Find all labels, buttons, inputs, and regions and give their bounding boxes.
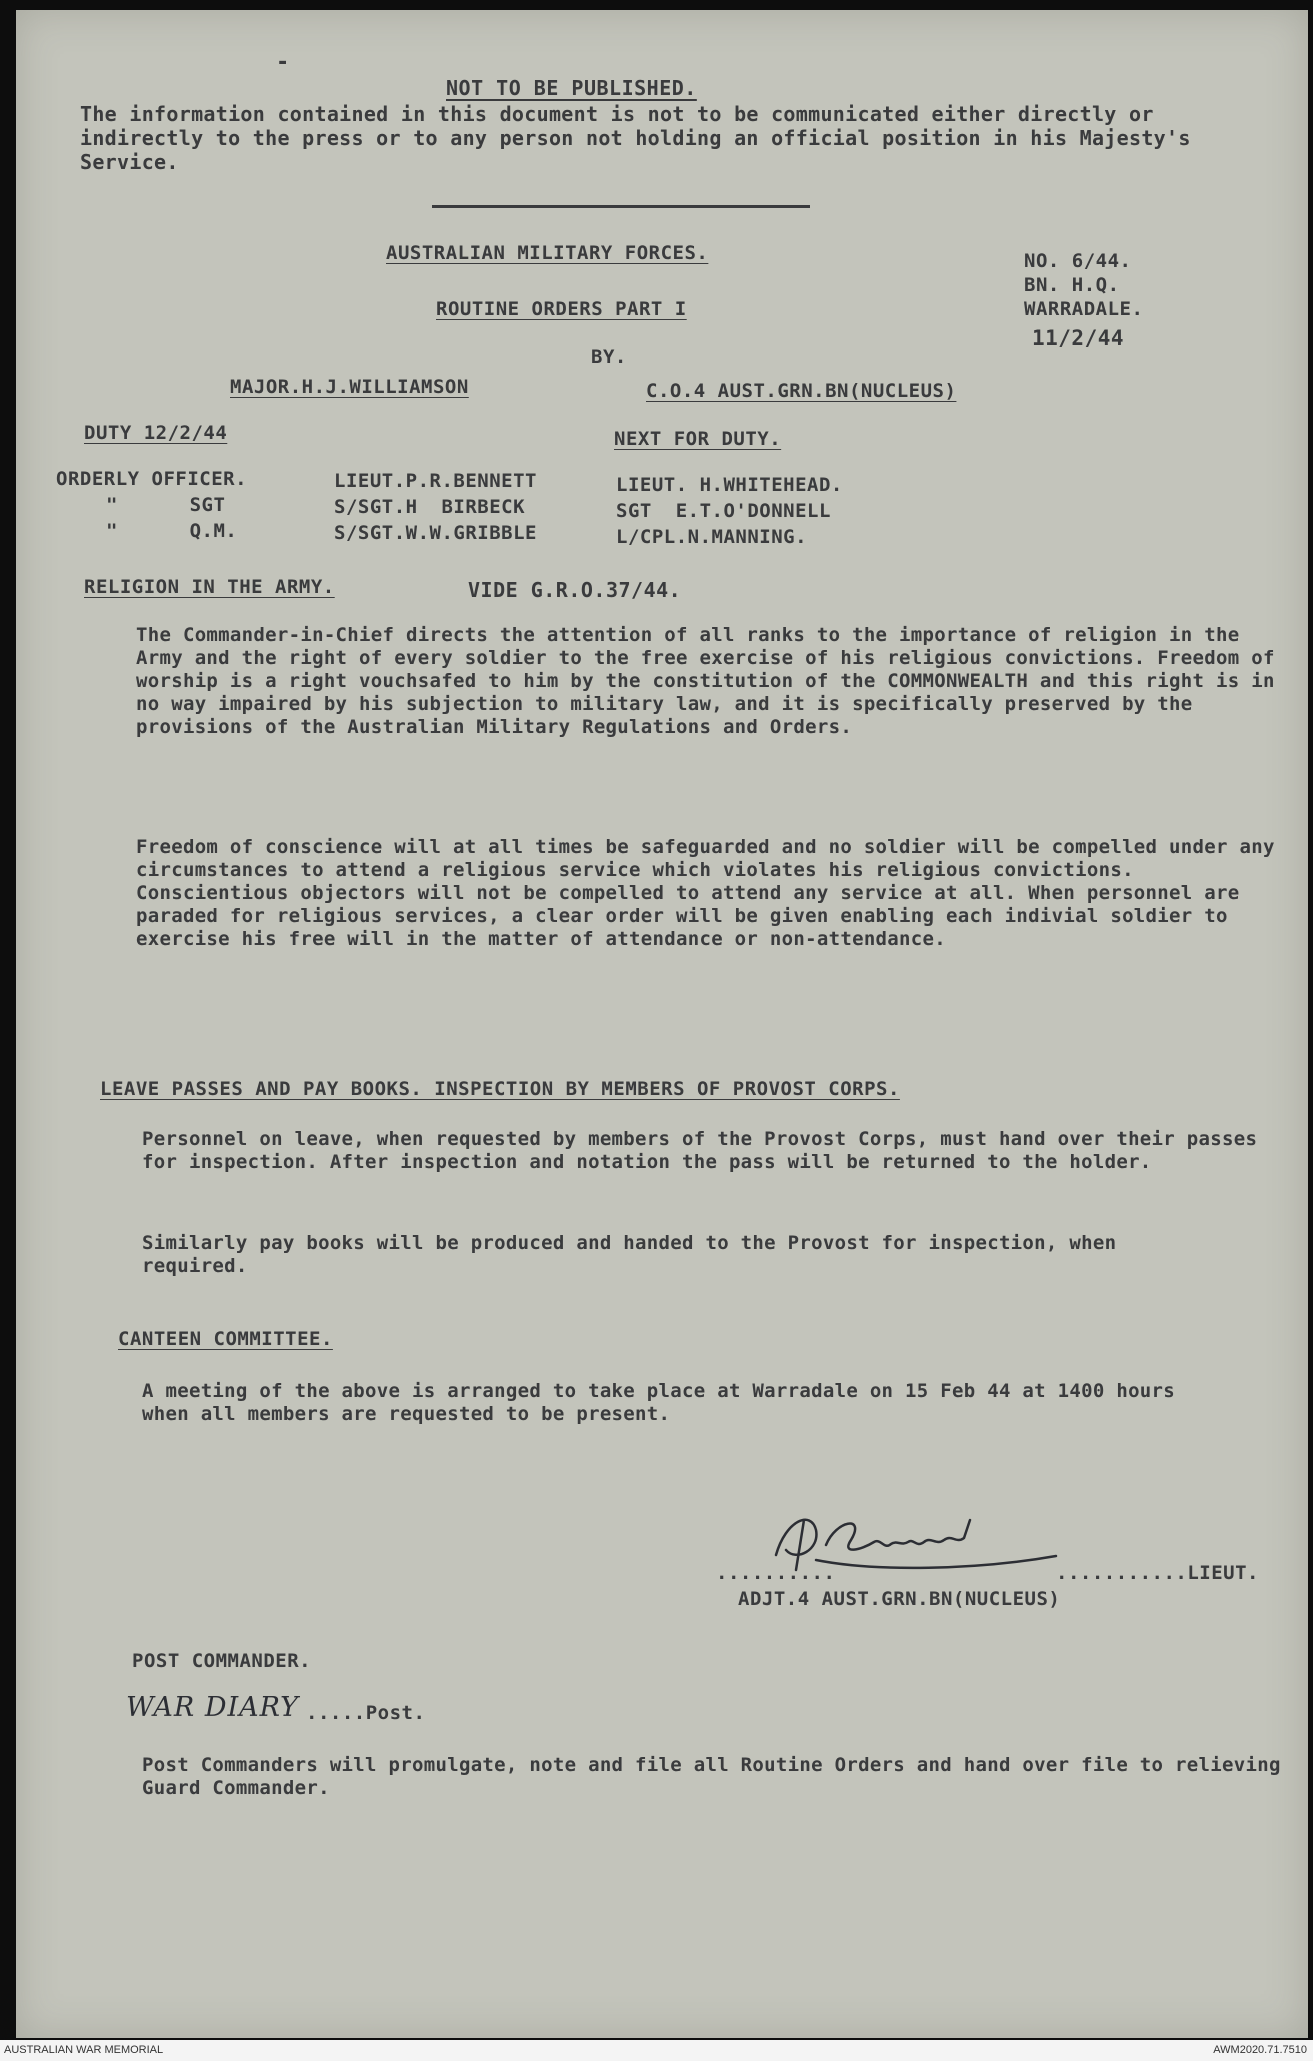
- duty-next: SGT E.T.O'DONNELL: [616, 500, 831, 522]
- location: WARRADALE.: [1024, 298, 1144, 320]
- signature-rank: ...........LIEUT.: [1056, 1562, 1259, 1584]
- post-suffix: .....Post.: [306, 1702, 426, 1724]
- duty-current: S/SGT.H BIRBECK: [334, 496, 526, 518]
- by-label: BY.: [591, 346, 627, 368]
- header-divider: [432, 205, 810, 208]
- order-number: NO. 6/44.: [1024, 250, 1132, 272]
- archive-reference: AWM2020.71.7510: [1213, 2044, 1307, 2056]
- duty-role: " Q.M.: [106, 520, 238, 542]
- routine-orders-heading: ROUTINE ORDERS PART I: [436, 298, 687, 320]
- archive-footer: [0, 2040, 1313, 2061]
- not-to-be-published-title: NOT TO BE PUBLISHED.: [446, 76, 697, 100]
- duty-role: ORDERLY OFFICER.: [56, 468, 248, 490]
- confidentiality-notice: The information contained in this document is not to be communicated either directly or indirectly to the press or to any person not holding an official position in his Majesty's Service.: [80, 102, 1191, 174]
- religion-paragraph-1: The Commander-in-Chief directs the attention of all ranks to the importance of religion in the Army and the right of every soldier to the free exercise of his religious convictions. Freedom of worship is a right vouchsafed to him by the constitution of the COMMONWEALTH and this right is in no way impaired by his subjection to military law, and it is specifically preserved by the provisions of the Australian Military Regulations and Orders.: [136, 624, 1275, 738]
- duty-role: " SGT: [106, 494, 226, 516]
- religion-paragraph-2: Freedom of conscience will at all times be safeguarded and no soldier will be compelled under any circumstances to attend a religious service which violates his religious convictions. Conscientious objectors will not be compelled to attend any service at all. When personnel are paraded for religious services, a clear order will be given enabling each indivial soldier to exercise his free will in the matter of attendance or non-attendance.: [136, 836, 1275, 950]
- canteen-paragraph-1: A meeting of the above is arranged to take place at Warradale on 15 Feb 44 at 1400 hours when all members are requested to be present.: [142, 1380, 1176, 1425]
- order-date: 11/2/44: [1032, 326, 1125, 350]
- duty-label: DUTY 12/2/44: [84, 422, 228, 444]
- adjutant-title: ADJT.4 AUST.GRN.BN(NUCLEUS): [738, 1588, 1061, 1610]
- duty-next: LIEUT. H.WHITEHEAD.: [616, 474, 843, 496]
- duty-current: S/SGT.W.W.GRIBBLE: [334, 522, 537, 544]
- leave-paragraph-2: Similarly pay books will be produced and handed to the Provost for inspection, when required.: [142, 1232, 1117, 1277]
- leave-section-title: LEAVE PASSES AND PAY BOOKS. INSPECTION BY MEMBERS OF PROVOST CORPS.: [100, 1078, 900, 1100]
- commanding-unit: C.O.4 AUST.GRN.BN(NUCLEUS): [646, 380, 957, 402]
- canteen-section-title: CANTEEN COMMITTEE.: [118, 1328, 333, 1350]
- bn-hq: BN. H.Q.: [1024, 274, 1120, 296]
- religion-section-reference: VIDE G.R.O.37/44.: [468, 578, 682, 602]
- handwritten-war-diary: WAR DIARY: [126, 1692, 299, 1723]
- document-page: [16, 10, 1308, 2038]
- next-for-duty-label: NEXT FOR DUTY.: [614, 428, 782, 450]
- corner-mark: -: [276, 50, 290, 75]
- post-instruction: Post Commanders will promulgate, note and file all Routine Orders and hand over file to relieving Guard Commander.: [142, 1754, 1281, 1799]
- forces-heading: AUSTRALIAN MILITARY FORCES.: [386, 242, 709, 264]
- signature-dots: ..........: [716, 1562, 836, 1584]
- archive-name: AUSTRALIAN WAR MEMORIAL: [4, 2044, 164, 2056]
- post-commander-label: POST COMMANDER.: [132, 1650, 312, 1672]
- leave-paragraph-1: Personnel on leave, when requested by members of the Provost Corps, must hand over their passes for inspection. After inspection and notation the pass will be returned to the holder.: [142, 1128, 1258, 1173]
- duty-next: L/CPL.N.MANNING.: [616, 526, 808, 548]
- issuing-officer: MAJOR.H.J.WILLIAMSON: [230, 376, 469, 398]
- religion-section-title: RELIGION IN THE ARMY.: [84, 576, 335, 598]
- duty-current: LIEUT.P.R.BENNETT: [334, 470, 537, 492]
